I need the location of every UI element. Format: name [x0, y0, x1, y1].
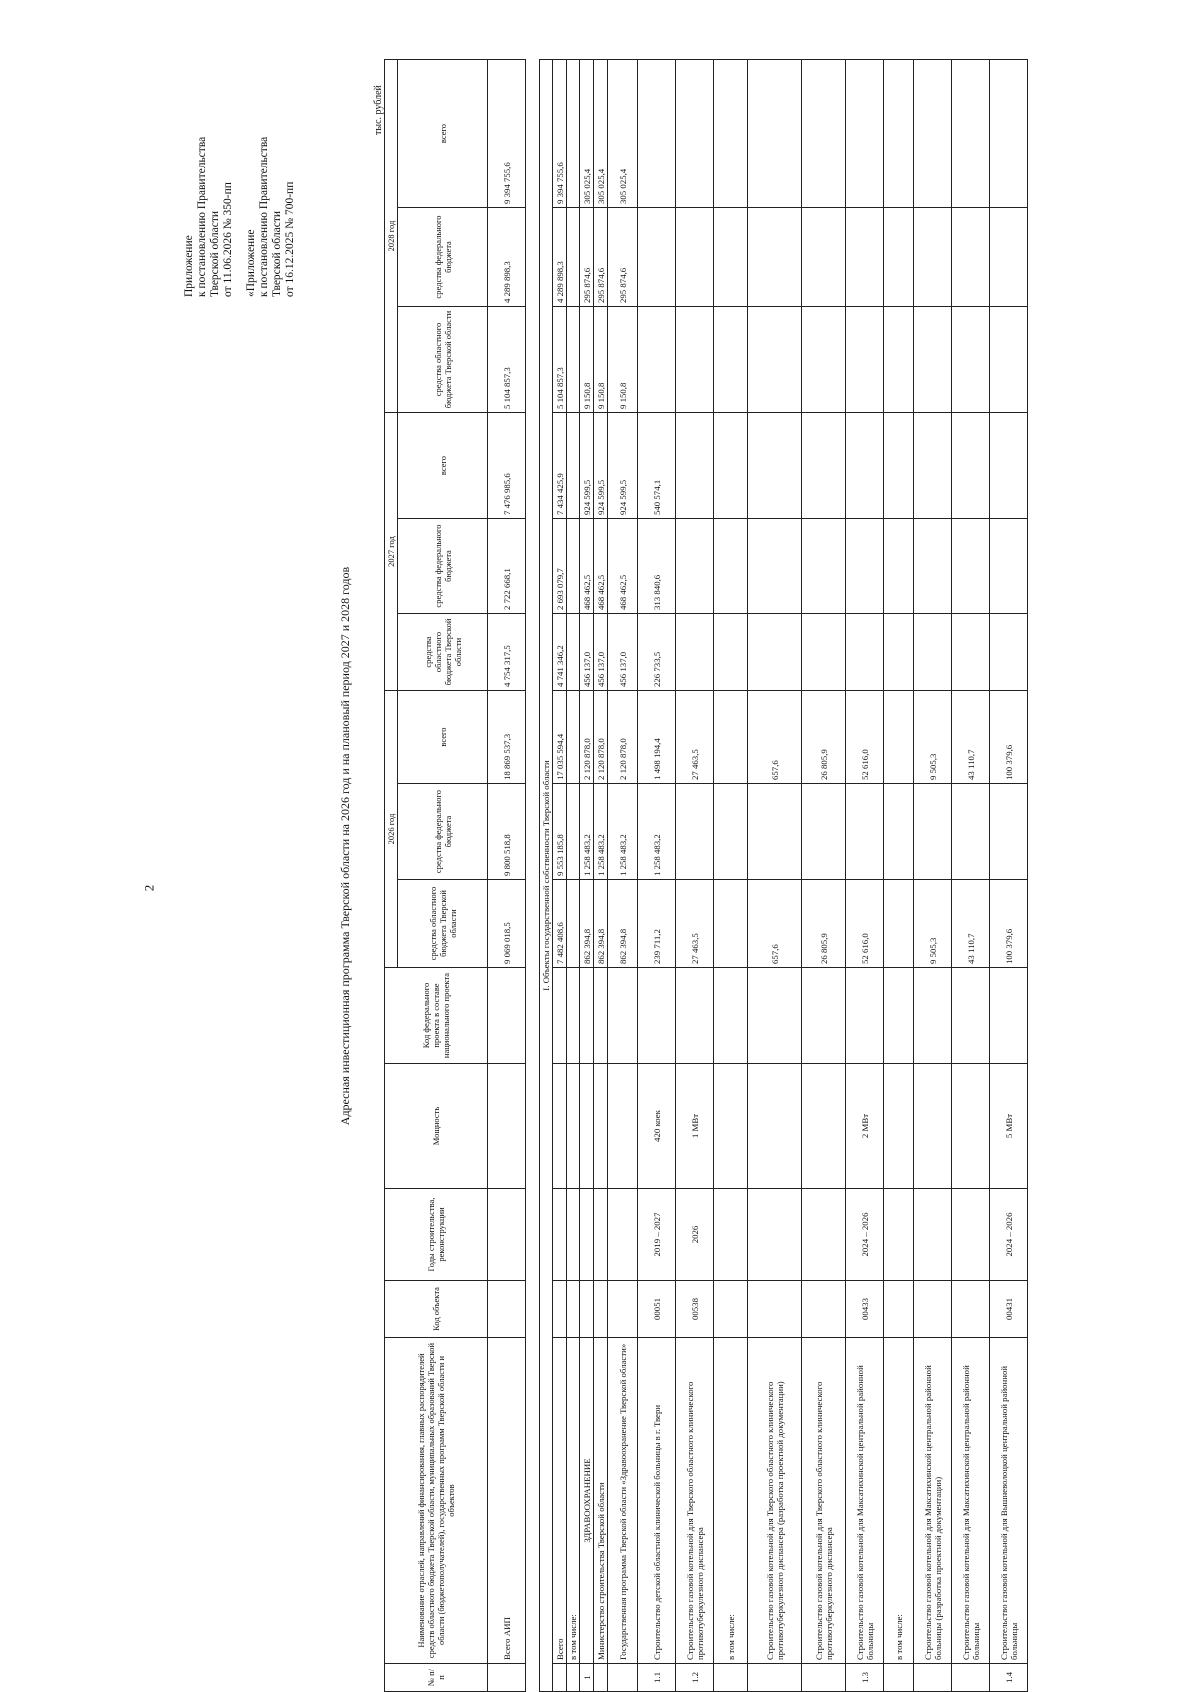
row-value: 17 035 594,4	[553, 691, 567, 784]
row-object-code	[608, 1281, 638, 1338]
table-row	[914, 60, 952, 1692]
table-row	[594, 60, 608, 1692]
row-value: 9 394 755,6	[553, 60, 567, 208]
row-num: 1.1	[638, 1664, 676, 1692]
row-value: 2 120 878,0	[594, 691, 608, 784]
row-value	[676, 413, 714, 519]
header-total-2026: всего	[398, 691, 488, 784]
row-value	[802, 519, 846, 614]
row-value: 52 616,0	[846, 880, 884, 968]
section-row	[540, 60, 553, 1692]
row-value: 9 150,8	[594, 307, 608, 413]
table-row	[608, 60, 638, 1692]
row-capacity: 420 коек	[638, 1064, 676, 1189]
row-value	[952, 60, 990, 208]
row-value	[567, 784, 580, 880]
row-name: Строительство газовой котельной для Максатихинской центральной районной больницы	[952, 1338, 990, 1664]
row-object-code	[567, 1281, 580, 1338]
row-value	[638, 60, 676, 208]
row-value: 657,6	[748, 880, 802, 968]
row-value	[714, 208, 748, 307]
row-value	[567, 208, 580, 307]
row-value	[676, 784, 714, 880]
row-value	[714, 519, 748, 614]
row-value	[846, 208, 884, 307]
row-value: 862 394,8	[608, 880, 638, 968]
header-num: № п/п	[385, 1664, 488, 1692]
row-years	[714, 1189, 748, 1281]
row-years: 2024 – 2026	[990, 1189, 1028, 1281]
row-value	[990, 413, 1028, 519]
row-value	[914, 614, 952, 691]
row-object-code	[802, 1281, 846, 1338]
row-value	[748, 614, 802, 691]
row-federal-code	[580, 968, 594, 1064]
row-years	[567, 1189, 580, 1281]
row-value: 9 150,8	[580, 307, 594, 413]
table-row	[553, 60, 567, 1692]
row-years: 2019 – 2027	[638, 1189, 676, 1281]
row-num	[553, 1664, 567, 1692]
header-name: Наименование отраслей, направлений финансирования, главных распорядителей средств областного бюджета Тверской области, муниципальных образований Тверской области (бюджетополучателей), государственных программ Тверской области и объектов	[385, 1338, 488, 1664]
row-federal-code	[990, 968, 1028, 1064]
row-federal-code	[914, 968, 952, 1064]
row-value	[846, 60, 884, 208]
row-value	[952, 208, 990, 307]
row-capacity	[488, 1064, 526, 1189]
row-num	[914, 1664, 952, 1692]
approval-line: к постановлению Правительства	[196, 136, 208, 297]
row-value: 2 120 878,0	[608, 691, 638, 784]
row-num	[748, 1664, 802, 1692]
row-value	[567, 413, 580, 519]
row-value: 862 394,8	[580, 880, 594, 968]
row-value: 468 462,5	[594, 519, 608, 614]
row-value	[884, 208, 914, 307]
row-value: 7 434 425,9	[553, 413, 567, 519]
table-row	[567, 60, 580, 1692]
approval-line: Тверской области	[271, 211, 283, 297]
row-federal-code	[608, 968, 638, 1064]
row-num: 1	[580, 1664, 594, 1692]
header-total-2027: всего	[398, 413, 488, 519]
row-years: 2026	[676, 1189, 714, 1281]
row-value	[914, 519, 952, 614]
header-federal-code: Код федерального проекта в составе национального проекта	[385, 968, 488, 1064]
header-year-2028: 2028 год	[385, 60, 398, 413]
row-num	[567, 1664, 580, 1692]
row-name: Всего	[553, 1338, 567, 1664]
row-value	[567, 519, 580, 614]
row-value: 9 394 755,6	[488, 60, 526, 208]
row-years	[884, 1189, 914, 1281]
row-value: 9 505,3	[914, 691, 952, 784]
header-capacity: Мощность	[385, 1064, 488, 1189]
row-object-code	[488, 1281, 526, 1338]
row-value: 313 840,6	[638, 519, 676, 614]
header-object-code: Код объекта	[385, 1281, 488, 1338]
row-name: Строительство газовой котельной для Тверского областного клинического противотуберкулезного диспансера	[802, 1338, 846, 1664]
row-object-code	[553, 1281, 567, 1338]
row-value	[884, 307, 914, 413]
row-name: Министерство строительства Тверской области	[594, 1338, 608, 1664]
row-name: Строительство газовой котельной для Максатихинской центральной районной больницы	[846, 1338, 884, 1664]
row-years	[594, 1189, 608, 1281]
table-row	[748, 60, 802, 1692]
row-years	[608, 1189, 638, 1281]
row-federal-code	[802, 968, 846, 1064]
row-value: 305 025,4	[594, 60, 608, 208]
header-year-2026: 2026 год	[385, 691, 398, 968]
row-value	[676, 60, 714, 208]
row-object-code	[952, 1281, 990, 1338]
row-name: Строительство газовой котельной для Вышневолоцкой центральной районной больницы	[990, 1338, 1028, 1664]
row-capacity	[553, 1064, 567, 1189]
row-value: 9 505,3	[914, 880, 952, 968]
table-row	[884, 60, 914, 1692]
row-capacity: 5 МВт	[990, 1064, 1028, 1189]
row-years	[488, 1189, 526, 1281]
row-value: 43 110,7	[952, 691, 990, 784]
row-years	[802, 1189, 846, 1281]
row-value	[914, 784, 952, 880]
row-value: 27 463,5	[676, 880, 714, 968]
row-value	[802, 614, 846, 691]
table-row	[846, 60, 884, 1692]
row-value: 456 137,0	[580, 614, 594, 691]
row-value	[952, 307, 990, 413]
page-number: 2	[141, 884, 157, 892]
row-object-code	[884, 1281, 914, 1338]
row-value: 305 025,4	[580, 60, 594, 208]
row-value	[802, 307, 846, 413]
units-label: тыс. рублей	[373, 85, 384, 135]
row-name: Строительство детской областной клинической больницы в г. Твери	[638, 1338, 676, 1664]
approval-line: от 11.06.2026 № 350-пп	[222, 182, 234, 297]
table-row	[802, 60, 846, 1692]
row-object-code	[914, 1281, 952, 1338]
row-value	[714, 413, 748, 519]
header-year-2027: 2027 год	[385, 413, 398, 691]
row-value	[884, 880, 914, 968]
row-value	[638, 208, 676, 307]
row-capacity	[608, 1064, 638, 1189]
row-value	[748, 60, 802, 208]
row-value: 52 616,0	[846, 691, 884, 784]
row-value: 9 800 518,8	[488, 784, 526, 880]
row-value	[567, 307, 580, 413]
row-years	[914, 1189, 952, 1281]
row-num: 1.4	[990, 1664, 1028, 1692]
row-value	[748, 307, 802, 413]
row-federal-code	[488, 968, 526, 1064]
row-name: Государственная программа Тверской области «Здравоохранение Тверской области»	[608, 1338, 638, 1664]
table-row	[990, 60, 1028, 1692]
row-value	[802, 208, 846, 307]
row-value	[990, 519, 1028, 614]
row-value: 100 379,6	[990, 880, 1028, 968]
row-num: 1.2	[676, 1664, 714, 1692]
row-object-code	[580, 1281, 594, 1338]
row-value: 27 463,5	[676, 691, 714, 784]
row-federal-code	[884, 968, 914, 1064]
row-capacity	[714, 1064, 748, 1189]
row-value	[846, 614, 884, 691]
header-federal-2026: средства федерального бюджета	[398, 784, 488, 880]
row-value	[676, 519, 714, 614]
row-federal-code	[846, 968, 884, 1064]
row-num	[884, 1664, 914, 1692]
header-total-2028: всего	[398, 60, 488, 208]
row-value: 43 110,7	[952, 880, 990, 968]
row-value: 456 137,0	[608, 614, 638, 691]
row-value	[884, 519, 914, 614]
row-num	[488, 1664, 526, 1692]
row-value	[952, 614, 990, 691]
table-row	[676, 60, 714, 1692]
row-name: в том числе:	[884, 1338, 914, 1664]
row-years: 2024 – 2026	[846, 1189, 884, 1281]
row-value	[714, 691, 748, 784]
row-value	[714, 307, 748, 413]
row-capacity	[884, 1064, 914, 1189]
row-capacity	[802, 1064, 846, 1189]
row-value	[802, 413, 846, 519]
row-value: 9 069 018,5	[488, 880, 526, 968]
row-value	[990, 307, 1028, 413]
row-value	[748, 413, 802, 519]
row-value: 657,6	[748, 691, 802, 784]
row-value: 1 258 483,2	[580, 784, 594, 880]
row-value	[990, 60, 1028, 208]
row-object-code	[594, 1281, 608, 1338]
row-num	[714, 1664, 748, 1692]
row-name: ЗДРАВООХРАНЕНИЕ	[580, 1338, 594, 1664]
row-value: 26 805,9	[802, 691, 846, 784]
row-value: 26 805,9	[802, 880, 846, 968]
row-value	[846, 413, 884, 519]
row-value	[676, 307, 714, 413]
row-value: 5 104 857,3	[553, 307, 567, 413]
row-value: 295 874,6	[594, 208, 608, 307]
row-value	[567, 614, 580, 691]
approval-line: Тверской области	[209, 211, 221, 297]
row-federal-code	[567, 968, 580, 1064]
row-value	[914, 413, 952, 519]
row-value	[567, 691, 580, 784]
row-federal-code	[748, 968, 802, 1064]
row-value	[914, 208, 952, 307]
table-row	[952, 60, 990, 1692]
header-regional-2026: средства областного бюджета Тверской области	[398, 880, 488, 968]
row-value	[638, 307, 676, 413]
investment-program-table	[384, 59, 1028, 1692]
row-value: 468 462,5	[580, 519, 594, 614]
row-value	[884, 413, 914, 519]
row-capacity	[952, 1064, 990, 1189]
row-value	[714, 614, 748, 691]
row-value: 924 599,5	[580, 413, 594, 519]
row-value	[567, 60, 580, 208]
row-value	[748, 519, 802, 614]
row-name: в том числе:	[567, 1338, 580, 1664]
header-regional-2027: средства областного бюджета Тверской области	[398, 614, 488, 691]
row-value: 295 874,6	[608, 208, 638, 307]
row-value	[914, 60, 952, 208]
row-object-code: 00538	[676, 1281, 714, 1338]
row-name: Строительство газовой котельной для Тверского областного клинического противотуберкулезного диспансера	[676, 1338, 714, 1664]
row-value: 2 693 079,7	[553, 519, 567, 614]
row-value: 1 258 483,2	[608, 784, 638, 880]
approval-line: от 16.12.2025 № 700-пп	[284, 181, 296, 297]
table-row	[638, 60, 676, 1692]
row-value: 468 462,5	[608, 519, 638, 614]
row-value: 1 498 194,4	[638, 691, 676, 784]
row-value	[676, 614, 714, 691]
row-num	[802, 1664, 846, 1692]
row-value	[952, 519, 990, 614]
row-federal-code	[676, 968, 714, 1064]
row-value	[884, 784, 914, 880]
row-capacity	[594, 1064, 608, 1189]
row-years	[580, 1189, 594, 1281]
row-value: 9 150,8	[608, 307, 638, 413]
row-value: 226 733,5	[638, 614, 676, 691]
spacer-cell	[526, 60, 540, 1692]
header-regional-2028: средства областного бюджета Тверской области	[398, 307, 488, 413]
row-capacity	[567, 1064, 580, 1189]
approval-note	[183, 137, 297, 297]
section-title: I. Объекты государственной собственности Тверской области	[540, 60, 553, 1692]
row-value	[846, 784, 884, 880]
row-value	[952, 784, 990, 880]
row-num	[952, 1664, 990, 1692]
row-value: 1 258 483,2	[638, 784, 676, 880]
row-value: 456 137,0	[594, 614, 608, 691]
row-value	[714, 784, 748, 880]
table-row	[714, 60, 748, 1692]
row-federal-code	[553, 968, 567, 1064]
row-value: 9 553 185,8	[553, 784, 567, 880]
table-row	[580, 60, 594, 1692]
row-value: 2 722 668,1	[488, 519, 526, 614]
approval-line: к постановлению Правительства	[258, 136, 270, 297]
row-value	[884, 614, 914, 691]
row-value	[884, 60, 914, 208]
row-federal-code	[714, 968, 748, 1064]
row-value: 862 394,8	[594, 880, 608, 968]
row-federal-code	[594, 968, 608, 1064]
row-value	[884, 691, 914, 784]
row-federal-code	[638, 968, 676, 1064]
row-value: 1 258 483,2	[594, 784, 608, 880]
row-value: 4 754 317,5	[488, 614, 526, 691]
row-value: 4 289 898,3	[553, 208, 567, 307]
row-value: 18 869 537,3	[488, 691, 526, 784]
row-value	[748, 208, 802, 307]
row-years	[553, 1189, 567, 1281]
row-value	[802, 60, 846, 208]
row-years	[952, 1189, 990, 1281]
row-name: Строительство газовой котельной для Максатихинской центральной районной больницы (разработка проектной документации)	[914, 1338, 952, 1664]
row-name: Строительство газовой котельной для Тверского областного клинического противотуберкулезного диспансера (разработка проектной документации)	[748, 1338, 802, 1664]
document-title: Адресная инвестиционная программа Тверской области на 2026 год и на плановый период 2027 и 2028 годов	[338, 566, 352, 1126]
row-value: 305 025,4	[608, 60, 638, 208]
row-object-code: 00431	[990, 1281, 1028, 1338]
row-value: 2 120 878,0	[580, 691, 594, 784]
row-value	[846, 519, 884, 614]
row-federal-code	[952, 968, 990, 1064]
header-years: Годы строительства, реконструкции	[385, 1189, 488, 1281]
row-value: 7 476 985,6	[488, 413, 526, 519]
row-object-code: 00051	[638, 1281, 676, 1338]
row-name: в том числе:	[714, 1338, 748, 1664]
row-capacity	[748, 1064, 802, 1189]
row-value: 100 379,6	[990, 691, 1028, 784]
approval-line: Приложение	[183, 235, 195, 297]
table-row	[488, 60, 526, 1692]
row-value	[567, 880, 580, 968]
row-capacity: 1 МВт	[676, 1064, 714, 1189]
row-capacity	[580, 1064, 594, 1189]
row-value: 295 874,6	[580, 208, 594, 307]
approval-line: «Приложение	[245, 229, 257, 297]
row-capacity: 2 МВт	[846, 1064, 884, 1189]
row-value	[846, 307, 884, 413]
row-object-code: 00433	[846, 1281, 884, 1338]
row-value	[990, 784, 1028, 880]
row-value	[990, 208, 1028, 307]
row-years	[748, 1189, 802, 1281]
header-federal-2028: средства федерального бюджета	[398, 208, 488, 307]
spacer-row	[526, 60, 540, 1692]
row-num: 1.3	[846, 1664, 884, 1692]
row-value	[990, 614, 1028, 691]
row-value: 924 599,5	[608, 413, 638, 519]
row-capacity	[914, 1064, 952, 1189]
row-value	[714, 880, 748, 968]
row-value	[802, 784, 846, 880]
row-value: 5 104 857,3	[488, 307, 526, 413]
row-value: 540 574,1	[638, 413, 676, 519]
row-value	[676, 208, 714, 307]
row-value	[914, 307, 952, 413]
row-num	[608, 1664, 638, 1692]
row-value	[952, 413, 990, 519]
row-object-code	[714, 1281, 748, 1338]
row-num	[594, 1664, 608, 1692]
row-value: 7 482 408,6	[553, 880, 567, 968]
row-value: 4 741 346,2	[553, 614, 567, 691]
row-object-code	[748, 1281, 802, 1338]
row-value	[748, 784, 802, 880]
row-value: 924 599,5	[594, 413, 608, 519]
row-value: 4 289 898,3	[488, 208, 526, 307]
row-name: Всего АИП	[488, 1338, 526, 1664]
header-federal-2027: средства федерального бюджета	[398, 519, 488, 614]
row-value	[714, 60, 748, 208]
row-value: 239 711,2	[638, 880, 676, 968]
